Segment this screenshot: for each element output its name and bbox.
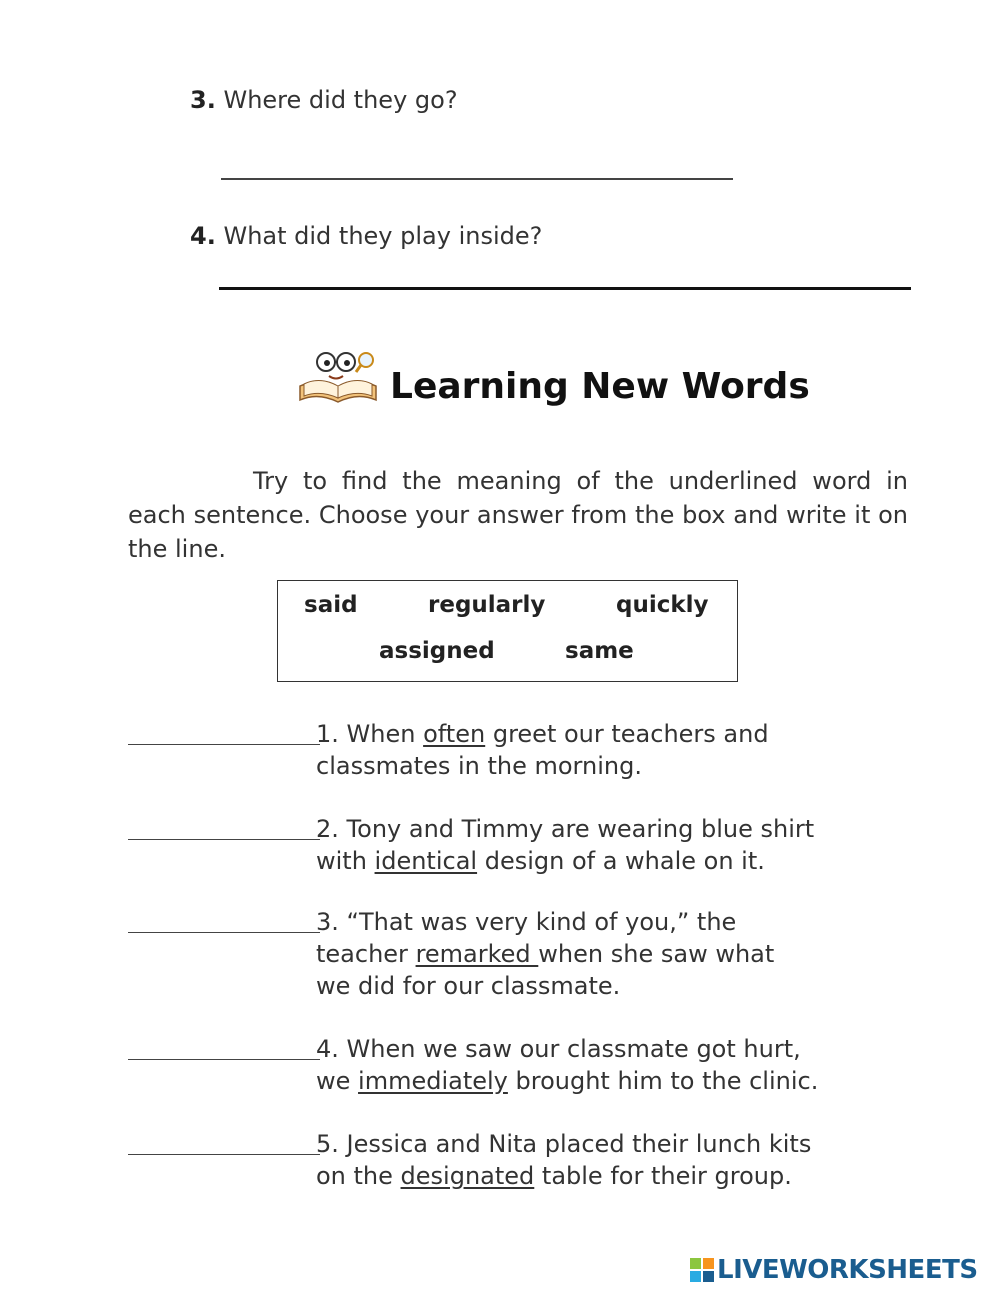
underlined-word: identical — [374, 847, 478, 875]
item-text: design of a whale on it. — [477, 847, 765, 875]
question-number: 4. — [190, 222, 216, 250]
question-text: What did they play inside? — [223, 222, 543, 250]
word-option: assigned — [379, 638, 495, 664]
item-number: 4. — [316, 1035, 339, 1063]
section-title: Learning New Words — [390, 366, 810, 407]
item-text: on the — [316, 1162, 401, 1190]
word-box — [277, 580, 738, 682]
instructions — [128, 464, 908, 566]
item-2 — [316, 813, 814, 877]
question-3 — [190, 86, 458, 114]
item-text: with — [316, 847, 375, 875]
item-text: “That was very kind of you,” the — [346, 908, 737, 936]
item-number: 1. — [316, 720, 339, 748]
underlined-word: often — [423, 720, 486, 748]
instructions-text: Try to find the meaning of the underlined word in each sentence. Choose your answer from the box and write it on the line. — [128, 467, 908, 563]
answer-blank-item-3[interactable] — [128, 932, 320, 933]
answer-blank-item-4[interactable] — [128, 1059, 320, 1060]
book-with-glasses-icon — [296, 346, 380, 408]
answer-blank-item-1[interactable] — [128, 744, 320, 745]
question-number: 3. — [190, 86, 216, 114]
underlined-word: designated — [400, 1162, 535, 1190]
item-text: When we saw our classmate got hurt, — [346, 1035, 801, 1063]
liveworksheets-logo-icon — [690, 1258, 714, 1282]
item-1 — [316, 718, 769, 782]
word-option: same — [565, 638, 634, 664]
item-number: 2. — [316, 815, 339, 843]
question-4 — [190, 222, 542, 250]
underlined-word: remarked — [415, 940, 539, 968]
answer-blank-item-2[interactable] — [128, 839, 320, 840]
brand-name: LIVEWORKSHEETS — [717, 1255, 978, 1285]
item-number: 5. — [316, 1130, 339, 1158]
answer-line-question-3[interactable] — [221, 178, 733, 180]
liveworksheets-brand — [690, 1255, 978, 1285]
item-text: when she saw what — [538, 940, 775, 968]
item-5 — [316, 1128, 811, 1192]
item-3 — [316, 906, 774, 1002]
item-4 — [316, 1033, 818, 1097]
item-text: When — [346, 720, 424, 748]
item-text: greet our teachers and — [485, 720, 769, 748]
word-option: said — [304, 592, 358, 618]
answer-line-question-4[interactable] — [219, 287, 911, 290]
word-option: regularly — [428, 592, 546, 618]
item-text: table for their group. — [534, 1162, 792, 1190]
answer-blank-item-5[interactable] — [128, 1154, 320, 1155]
underlined-word: immediately — [358, 1067, 508, 1095]
item-text: Tony and Timmy are wearing blue shirt — [346, 815, 815, 843]
item-text: we did for our classmate. — [316, 972, 621, 1000]
item-text: teacher — [316, 940, 416, 968]
item-text: classmates in the morning. — [316, 752, 642, 780]
word-option: quickly — [616, 592, 709, 618]
question-text: Where did they go? — [223, 86, 458, 114]
item-text: brought him to the clinic. — [507, 1067, 819, 1095]
item-text: Jessica and Nita placed their lunch kits — [346, 1130, 812, 1158]
item-number: 3. — [316, 908, 339, 936]
item-text: we — [316, 1067, 359, 1095]
